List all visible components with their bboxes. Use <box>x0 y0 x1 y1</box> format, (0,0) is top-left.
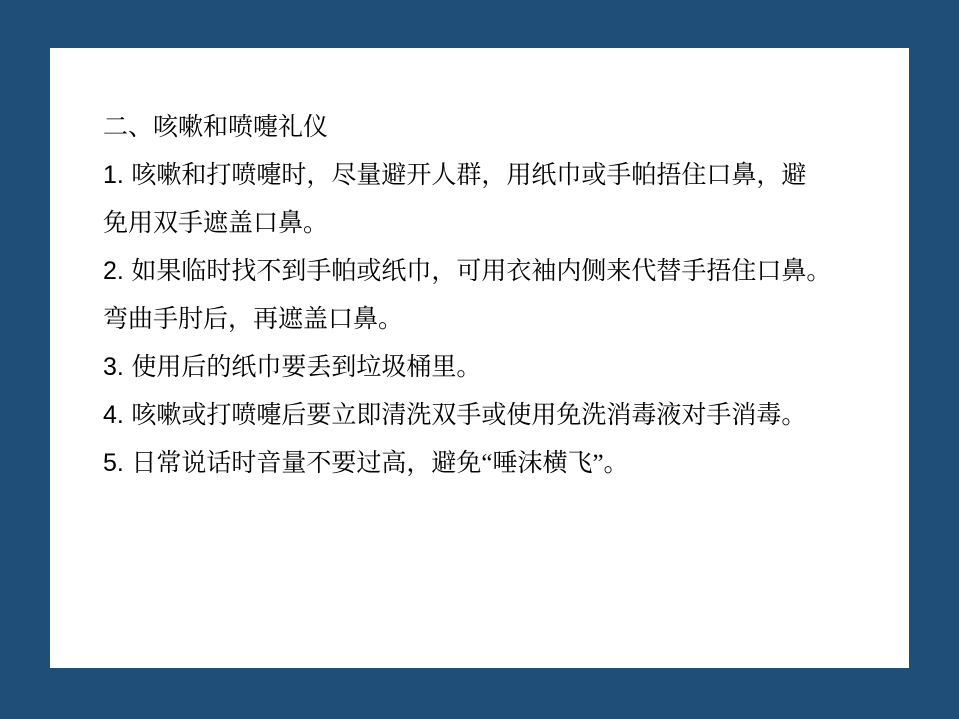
line-text: 弯曲手肘后，再遮盖口鼻。 <box>103 306 404 333</box>
line-text: 咳嗽或打喷嚏后要立即清洗双手或使用免洗消毒液对手消毒。 <box>131 402 807 429</box>
line-text: 如果临时找不到手帕或纸巾，可用衣袖内侧来代替手捂住口鼻。 <box>131 258 832 285</box>
line-text: 日常说话时音量不要过高，避免“唾沫横飞”。 <box>131 450 629 477</box>
slide-text-block <box>103 103 889 487</box>
line-text: 免用双手遮盖口鼻。 <box>103 210 329 237</box>
slide-title-line <box>103 103 889 151</box>
line-number: 1. <box>103 161 124 189</box>
slide-title: 二、咳嗽和喷嚏礼仪 <box>103 114 329 141</box>
slide-content-panel <box>50 48 909 668</box>
body-line <box>103 247 889 295</box>
body-line <box>103 151 889 199</box>
line-number: 3. <box>103 353 124 381</box>
body-line <box>103 199 889 247</box>
line-number: 2. <box>103 257 124 285</box>
body-line <box>103 343 889 391</box>
line-text: 使用后的纸巾要丢到垃圾桶里。 <box>131 354 482 381</box>
body-line <box>103 391 889 439</box>
body-line <box>103 439 889 487</box>
body-line <box>103 295 889 343</box>
line-number: 4. <box>103 401 124 429</box>
line-number: 5. <box>103 449 124 477</box>
line-text: 咳嗽和打喷嚏时，尽量避开人群，用纸巾或手帕捂住口鼻，避 <box>131 162 807 189</box>
